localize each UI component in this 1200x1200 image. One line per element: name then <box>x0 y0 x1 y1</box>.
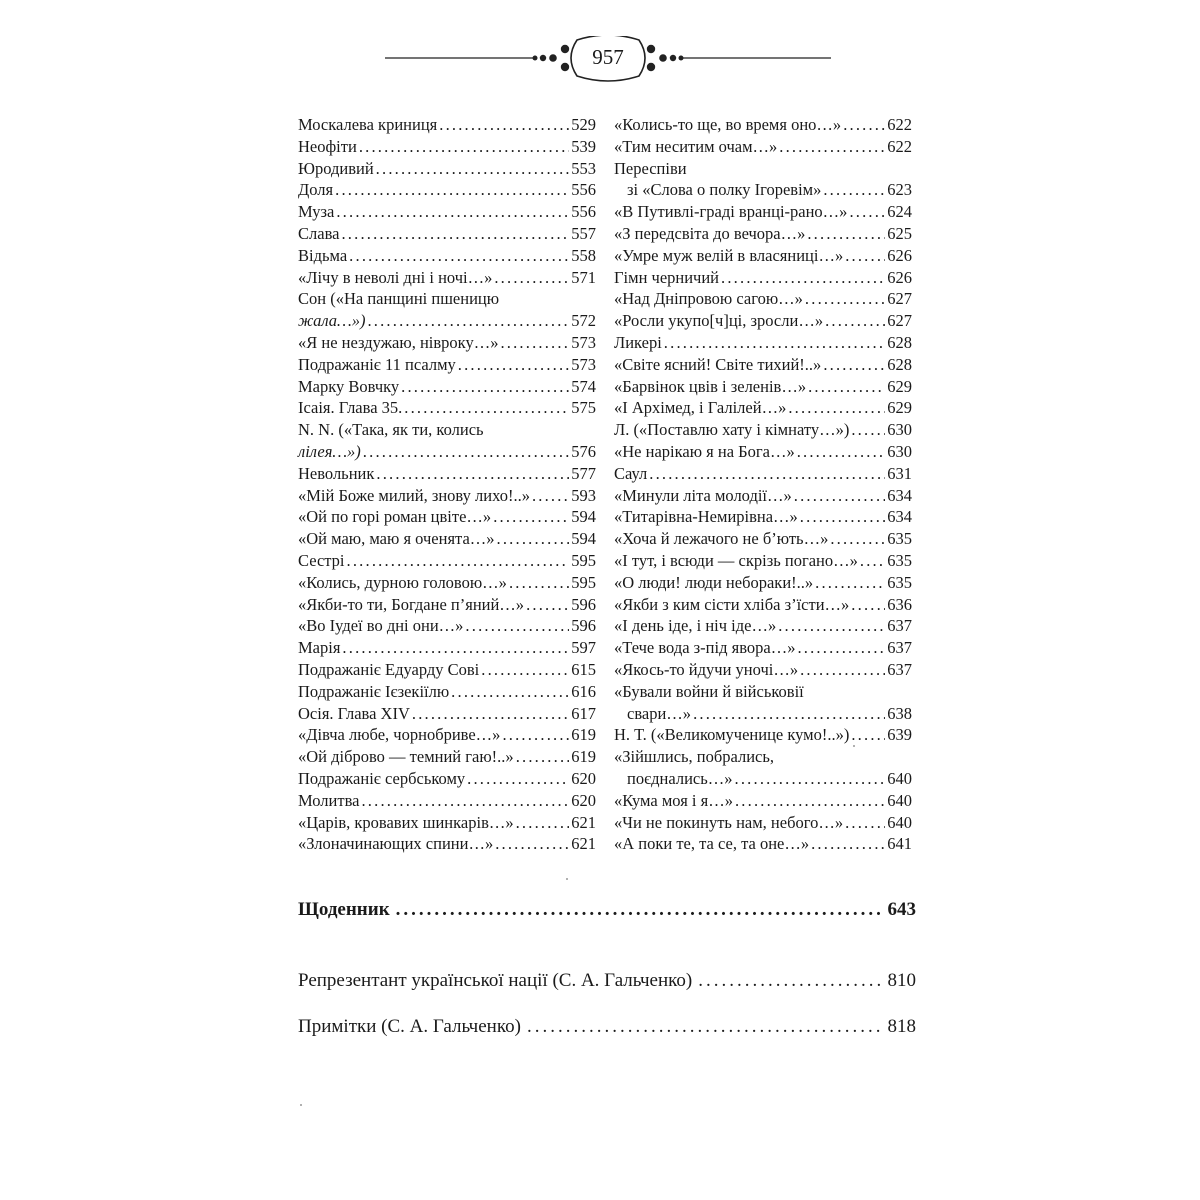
entry-page: 574 <box>571 376 596 396</box>
entry-page: 616 <box>571 681 596 701</box>
page-number: 957 <box>592 45 624 69</box>
paper-speck <box>853 745 855 747</box>
entry-title: «Якось-то йдучи уночі…» <box>614 659 799 679</box>
entry-title: «Тим неситим очам…» <box>614 136 778 156</box>
entry-page: 622 <box>887 136 912 156</box>
entry-page: 571 <box>571 267 596 287</box>
toc-entry <box>614 158 912 180</box>
dot-leader <box>526 594 569 616</box>
entry-page: 624 <box>887 202 912 222</box>
entry-page: 576 <box>571 441 596 461</box>
entry-page: 556 <box>571 202 596 222</box>
toc-entry <box>614 332 912 354</box>
entry-title: «Мій Боже милий, знову лихо!..» <box>298 485 530 505</box>
entry-page: 573 <box>571 354 596 374</box>
toc-entry <box>298 245 596 267</box>
paper-speck <box>300 1104 302 1106</box>
entry-title: Слава <box>298 223 340 243</box>
dot-leader <box>361 790 569 812</box>
toc-entry <box>614 790 912 812</box>
section-title: Примітки (С. А. Гальченко) <box>298 1016 521 1037</box>
entry-title: Подражаніє Едуарду Сові <box>298 659 480 679</box>
toc-entry <box>614 485 912 507</box>
dot-leader <box>797 637 885 659</box>
entry-title: N. N. («Така, як ти, колись <box>298 420 484 440</box>
dot-leader <box>500 332 569 354</box>
section-title: Щоденник <box>298 899 390 920</box>
toc-entry <box>298 201 596 223</box>
toc-entry <box>298 485 596 507</box>
dot-leader <box>849 201 885 223</box>
toc-entry <box>614 659 912 681</box>
dot-leader <box>493 506 569 528</box>
dot-leader <box>851 594 885 616</box>
toc-entry <box>614 637 912 659</box>
toc-entry <box>614 463 912 485</box>
toc-entry <box>614 201 912 223</box>
dot-leader <box>823 354 885 376</box>
entry-page: 637 <box>887 638 912 658</box>
dot-leader <box>693 703 885 725</box>
dot-leader <box>404 397 569 419</box>
dot-leader <box>527 1016 882 1038</box>
entry-title: Подражаніє 11 псалму <box>298 354 456 374</box>
entry-title: зі «Слова о полку Ігоревім» <box>627 180 822 200</box>
entry-page: 595 <box>571 572 596 592</box>
entry-title: Подражаніє Ієзекіїлю <box>298 681 450 701</box>
toc-entry <box>614 310 912 332</box>
entry-page: 529 <box>571 115 596 134</box>
entry-title: Молитва <box>298 790 360 810</box>
toc-entry <box>298 790 596 812</box>
entry-title: жала…») <box>298 311 366 331</box>
entry-title: «Царів, кровавих шинкарів…» <box>298 812 514 832</box>
entry-page: 594 <box>571 529 596 549</box>
toc-entry <box>298 768 596 790</box>
toc-entry <box>298 746 596 768</box>
dot-leader <box>825 310 885 332</box>
toc-entry <box>614 397 912 419</box>
dot-leader <box>698 970 881 992</box>
toc-entry <box>614 376 912 398</box>
dot-leader <box>467 768 569 790</box>
dot-leader <box>800 659 885 681</box>
entry-page: 636 <box>887 594 912 614</box>
entry-title: Муза <box>298 202 335 222</box>
toc-entry <box>298 572 596 594</box>
toc-entry <box>614 572 912 594</box>
toc-entry <box>298 136 596 158</box>
entry-page: 596 <box>571 594 596 614</box>
toc-entry <box>614 506 912 528</box>
entry-title: «Кума моя і я…» <box>614 790 733 810</box>
toc-entry <box>298 550 596 572</box>
dot-leader <box>778 615 885 637</box>
toc-entry <box>298 615 596 637</box>
entry-title: Відьма <box>298 245 348 265</box>
toc-entry <box>614 768 912 790</box>
dot-leader <box>465 615 569 637</box>
entry-title: Неофіти <box>298 136 357 156</box>
entry-page: 557 <box>571 223 596 243</box>
toc-entry <box>614 288 912 310</box>
toc-entry <box>298 681 596 703</box>
entry-title: «І тут, і всюди — скрізь погано…» <box>614 550 858 570</box>
dot-leader <box>376 158 570 180</box>
toc-entry <box>614 746 912 768</box>
entry-title: «І Архімед, і Галілей…» <box>614 398 787 418</box>
entry-page: 639 <box>887 725 912 745</box>
dot-leader <box>830 528 885 550</box>
entry-page: 635 <box>887 572 912 592</box>
dot-leader <box>494 267 569 289</box>
section-page: 818 <box>887 1016 916 1037</box>
dot-leader <box>860 550 885 572</box>
dot-leader <box>807 223 885 245</box>
entry-title: Юродивий <box>298 158 374 178</box>
toc-entry <box>298 223 596 245</box>
entry-page: 558 <box>571 245 596 265</box>
entry-page: 637 <box>887 616 912 636</box>
entry-page: 573 <box>571 332 596 352</box>
dot-leader <box>451 681 569 703</box>
entry-title: «О люди! люди небораки!..» <box>614 572 814 592</box>
toc-entry <box>298 724 596 746</box>
entry-title: «Титарівна-Немирівна…» <box>614 507 798 527</box>
entry-title: «Росли укупо[ч]ці, зросли…» <box>614 311 824 331</box>
dot-leader <box>335 179 569 201</box>
toc-section-essay <box>298 970 916 992</box>
entry-title: «Чи не покинуть нам, небого…» <box>614 812 844 832</box>
toc-entry <box>614 419 912 441</box>
entry-title: «Злоначинающих спини…» <box>298 834 494 854</box>
entry-title: «З передсвіта до вечора…» <box>614 223 806 243</box>
entry-title: «Ой маю, маю я оченята…» <box>298 529 495 549</box>
dot-leader <box>342 637 569 659</box>
entry-title: Сон («На панщині пшеницю <box>298 289 500 309</box>
dot-leader <box>851 724 885 746</box>
entry-title: «Умре муж велій в власяниці…» <box>614 245 844 265</box>
toc-entry <box>614 550 912 572</box>
entry-title: «Бували войни й військовії <box>614 681 804 701</box>
dot-leader <box>532 485 569 507</box>
entry-title: «А поки те, та се, та оне…» <box>614 834 810 854</box>
entry-title: «Ой по горі роман цвіте…» <box>298 507 492 527</box>
entry-title: Марія <box>298 638 341 658</box>
dot-leader <box>497 528 570 550</box>
dot-leader <box>851 419 885 441</box>
entry-title: «Я не нездужаю, нівроку…» <box>298 332 499 352</box>
entry-page: 630 <box>887 441 912 461</box>
entry-page: 620 <box>571 768 596 788</box>
toc-entry <box>614 354 912 376</box>
toc-entry <box>614 724 912 746</box>
entry-title: «І день іде, і ніч іде…» <box>614 616 777 636</box>
entry-page: 621 <box>571 834 596 854</box>
entry-page: 593 <box>571 485 596 505</box>
toc-entry <box>614 267 912 289</box>
toc-entry <box>298 158 596 180</box>
entry-page: 553 <box>571 158 596 178</box>
toc-entry <box>614 179 912 201</box>
toc-entry <box>298 354 596 376</box>
dot-leader <box>336 201 569 223</box>
toc-entry <box>298 506 596 528</box>
entry-title: лілея…») <box>298 441 361 461</box>
entry-page: 597 <box>571 638 596 658</box>
dot-leader <box>458 354 569 376</box>
toc-entry <box>298 703 596 725</box>
section-page: 810 <box>887 970 916 991</box>
dot-leader <box>349 245 569 267</box>
entry-title: Переспіви <box>614 158 687 178</box>
toc-entry <box>298 288 596 310</box>
entry-title: «Зійшлись, побрались, <box>614 747 775 767</box>
toc-entry <box>614 594 912 616</box>
dot-leader <box>502 724 569 746</box>
toc-entry <box>614 114 912 136</box>
dot-leader <box>805 288 885 310</box>
toc-entry <box>614 703 912 725</box>
entry-title: свари…» <box>627 703 692 723</box>
entry-title: «В Путивлі-граді вранці-рано…» <box>614 202 848 222</box>
section-title: Репрезентант української нації (С. А. Гальченко) <box>298 970 693 991</box>
dot-leader <box>495 833 569 855</box>
entry-title: Ісаія. Глава 35. <box>298 398 403 418</box>
entry-page: 634 <box>887 485 912 505</box>
paper-speck <box>566 878 568 880</box>
dot-leader <box>721 267 885 289</box>
dot-leader <box>516 746 570 768</box>
toc-entry <box>614 528 912 550</box>
entry-page: 617 <box>571 703 596 723</box>
entry-page: 627 <box>887 311 912 331</box>
entry-title: Подражаніє сербському <box>298 768 466 788</box>
entry-page: 615 <box>571 659 596 679</box>
toc-entry <box>614 812 912 834</box>
entry-page: 619 <box>571 747 596 767</box>
entry-page: 628 <box>887 354 912 374</box>
entry-title: «Лічу в неволі дні і ночі…» <box>298 267 493 287</box>
dot-leader <box>815 572 885 594</box>
dot-leader <box>845 245 885 267</box>
entry-page: 594 <box>571 507 596 527</box>
toc-entry <box>298 812 596 834</box>
entry-page: 635 <box>887 529 912 549</box>
dot-leader <box>664 332 885 354</box>
entry-title: «Барвінок цвів і зеленів…» <box>614 376 807 396</box>
toc-entry <box>298 441 596 463</box>
dot-leader <box>363 441 569 463</box>
dot-leader <box>376 463 569 485</box>
entry-title: Л. («Поставлю хату і кімнату…») <box>614 420 850 440</box>
toc-entry <box>298 267 596 289</box>
entry-page: 596 <box>571 616 596 636</box>
toc-entry <box>298 528 596 550</box>
entry-title: «Ой діброво — темний гаю!..» <box>298 747 514 767</box>
entry-page: 575 <box>571 398 596 418</box>
entry-page: 640 <box>887 768 912 788</box>
dot-leader <box>735 790 885 812</box>
entry-title: Осія. Глава XIV <box>298 703 410 723</box>
entry-title: Марку Вовчку <box>298 376 400 396</box>
entry-title: «Минули літа молодії…» <box>614 485 792 505</box>
entry-title: «Світе ясний! Світе тихий!..» <box>614 354 822 374</box>
toc-right-column <box>614 114 912 855</box>
dot-leader <box>794 485 885 507</box>
toc-entry <box>614 441 912 463</box>
toc-entry <box>614 833 912 855</box>
entry-title: «Якби з ким сісти хліба з’їсти…» <box>614 594 850 614</box>
dot-leader <box>735 768 886 790</box>
entry-page: 640 <box>887 812 912 832</box>
entry-page: 638 <box>887 703 912 723</box>
entry-title: Москалева криниця <box>298 115 438 134</box>
dot-leader <box>797 441 886 463</box>
dot-leader <box>788 397 885 419</box>
entry-page: 620 <box>571 790 596 810</box>
toc-entry <box>614 681 912 703</box>
entry-title: Н. Т. («Великомученице кумо!..») <box>614 725 850 745</box>
dot-leader <box>843 114 885 136</box>
entry-title: Саул <box>614 463 648 483</box>
entry-page: 635 <box>887 550 912 570</box>
toc-entry <box>298 463 596 485</box>
dot-leader <box>439 114 569 136</box>
entry-title: «Тече вода з-під явора…» <box>614 638 796 658</box>
entry-title: Сестрі <box>298 550 345 570</box>
toc-entry <box>298 637 596 659</box>
entry-title: «Колись, дурною головою…» <box>298 572 507 592</box>
toc-section-diary <box>298 899 916 921</box>
toc-entry <box>298 179 596 201</box>
entry-title: поєднались…» <box>627 768 733 788</box>
dot-leader <box>823 179 885 201</box>
toc-entry <box>298 659 596 681</box>
entry-page: 630 <box>887 420 912 440</box>
entry-page: 556 <box>571 180 596 200</box>
dot-leader <box>401 376 569 398</box>
entry-title: «Над Дніпровою сагою…» <box>614 289 803 309</box>
entry-title: «Во Іудеї во дні они…» <box>298 616 464 636</box>
entry-page: 577 <box>571 463 596 483</box>
entry-page: 619 <box>571 725 596 745</box>
entry-page: 637 <box>887 659 912 679</box>
entry-page: 640 <box>887 790 912 810</box>
toc-entry <box>614 223 912 245</box>
entry-page: 623 <box>887 180 912 200</box>
page-header-ornament <box>385 36 831 82</box>
dot-leader <box>779 136 885 158</box>
entry-page: 626 <box>887 245 912 265</box>
entry-page: 625 <box>887 223 912 243</box>
entry-title: Доля <box>298 180 334 200</box>
entry-title: Ликері <box>614 332 662 352</box>
entry-title: «Не нарікаю я на Бога…» <box>614 441 795 461</box>
dot-leader <box>649 463 885 485</box>
toc-entry <box>298 114 596 136</box>
entry-title: Невольник <box>298 463 375 483</box>
dot-leader <box>341 223 569 245</box>
entry-page: 631 <box>887 463 912 483</box>
dot-leader <box>811 833 885 855</box>
toc-entry <box>298 397 596 419</box>
toc-entry <box>298 419 596 441</box>
entry-title: «Колись-то ще, во время оно…» <box>614 115 842 134</box>
dot-leader <box>800 506 885 528</box>
dot-leader <box>808 376 885 398</box>
entry-title: «Якби-то ти, Богдане п’яний…» <box>298 594 525 614</box>
toc-left-column <box>298 114 596 855</box>
entry-page: 629 <box>887 376 912 396</box>
entry-page: 539 <box>571 136 596 156</box>
toc-entry <box>614 136 912 158</box>
entry-page: 572 <box>571 311 596 331</box>
dot-leader <box>396 899 882 921</box>
toc-entry <box>614 615 912 637</box>
entry-title: «Хоча й лежачого не б’ють…» <box>614 529 829 549</box>
toc-entry <box>298 376 596 398</box>
entry-page: 595 <box>571 550 596 570</box>
dot-leader <box>412 703 569 725</box>
entry-page: 622 <box>887 115 912 134</box>
entry-page: 621 <box>571 812 596 832</box>
entry-title: «Дівча любе, чорнобриве…» <box>298 725 501 745</box>
dot-leader <box>347 550 570 572</box>
entry-page: 641 <box>887 834 912 854</box>
dot-leader <box>481 659 569 681</box>
toc-entry <box>298 833 596 855</box>
dot-leader <box>516 812 570 834</box>
toc-entry <box>298 332 596 354</box>
entry-page: 626 <box>887 267 912 287</box>
toc-section-notes <box>298 1016 916 1038</box>
section-page: 643 <box>887 899 916 920</box>
entry-page: 629 <box>887 398 912 418</box>
entry-page: 628 <box>887 332 912 352</box>
toc-entry <box>614 245 912 267</box>
dot-leader <box>367 310 569 332</box>
toc-entry <box>298 594 596 616</box>
dot-leader <box>359 136 569 158</box>
dot-leader <box>845 812 885 834</box>
toc-entry <box>298 310 596 332</box>
dot-leader <box>509 572 569 594</box>
entry-page: 627 <box>887 289 912 309</box>
entry-title: Гімн черничий <box>614 267 720 287</box>
entry-page: 634 <box>887 507 912 527</box>
